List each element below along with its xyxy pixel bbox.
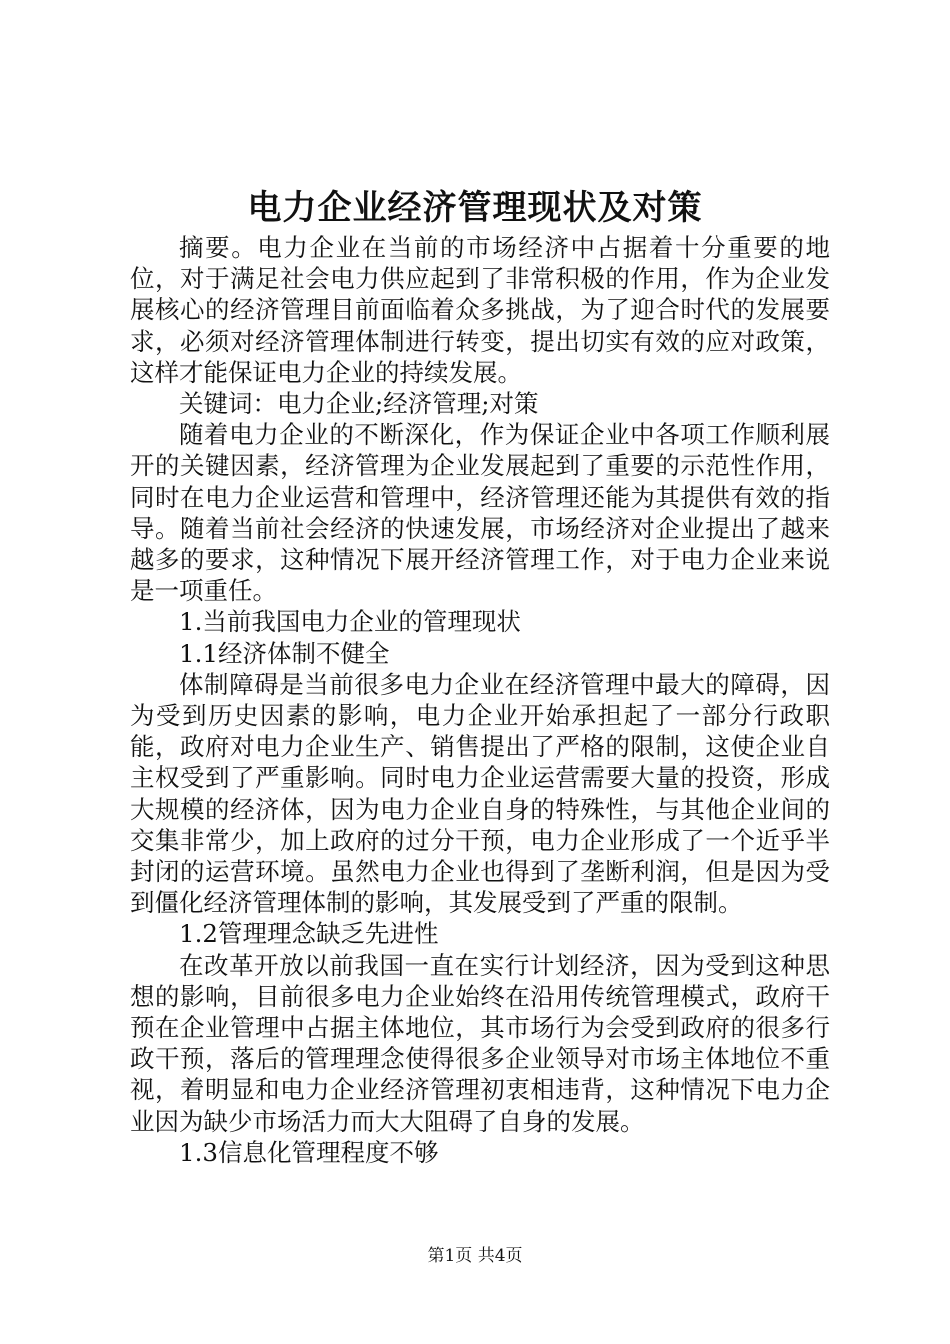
page-footer: 第1页 共4页	[427, 1246, 523, 1266]
body-paragraph: 在改革开放以前我国一直在实行计划经济，因为受到这种思想的影响，目前很多电力企业始终在沿用传统管理模式，政府干预在企业管理中占据主体地位，其市场行为会受到政府的很多行政干预，落后的管理理念使得很多企业领导对市场主体地位不重视，着明显和电力企业经济管理初衷相违背，这种情况下电力企业因为缺少市场活力而大大阻碍了自身的发展。	[130, 950, 830, 1136]
document-title: 电力企业经济管理现状及对策	[247, 188, 703, 228]
subsection-heading-1-1: 1.1经济体制不健全	[179, 638, 390, 668]
document-body	[130, 232, 830, 1168]
section-heading-1: 1.当前我国电力企业的管理现状	[179, 607, 521, 637]
keywords-line: 关键词：电力企业;经济管理;对策	[179, 389, 539, 419]
intro-paragraph: 随着电力企业的不断深化，作为保证企业中各项工作顺利展开的关键因素，经济管理为企业发展起到了重要的示范性作用，同时在电力企业运营和管理中，经济管理还能为其提供有效的指导。随着当前社会经济的快速发展，市场经济对企业提出了越来越多的要求，这种情况下展开经济管理工作，对于电力企业来说是一项重任。	[130, 420, 830, 606]
body-paragraph: 体制障碍是当前很多电力企业在经济管理中最大的障碍，因为受到历史因素的影响，电力企业开始承担起了一部分行政职能，政府对电力企业生产、销售提出了严格的限制，这使企业自主权受到了严重影响。同时电力企业运营需要大量的投资，形成大规模的经济体，因为电力企业自身的特殊性，与其他企业间的交集非常少，加上政府的过分干预，电力企业形成了一个近乎半封闭的运营环境。虽然电力企业也得到了垄断利润，但是因为受到僵化经济管理体制的影响，其发展受到了严重的限制。	[130, 669, 830, 918]
subsection-heading-1-3: 1.3信息化管理程度不够	[179, 1137, 439, 1167]
subsection-heading-1-2: 1.2管理理念缺乏先进性	[179, 919, 439, 949]
abstract-paragraph: 摘要。电力企业在当前的市场经济中占据着十分重要的地位，对于满足社会电力供应起到了非常积极的作用，作为企业发展核心的经济管理目前面临着众多挑战，为了迎合时代的发展要求，必须对经济管理体制进行转变，提出切实有效的应对政策，这样才能保证电力企业的持续发展。	[130, 233, 830, 387]
